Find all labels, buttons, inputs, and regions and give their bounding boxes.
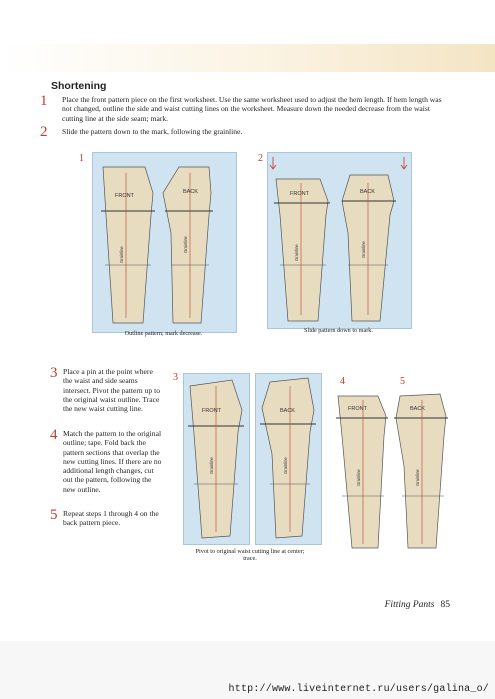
figure-1-patterns [93, 153, 236, 332]
figure-3-front-pattern [184, 374, 249, 544]
step-4-text: Match the pattern to the original outline; tape. Fold back the pattern sections that overlap the new cutting lines. If there are no additional length changes, cut out the pattern, following the new outline. [63, 429, 162, 494]
front-grainline-label: Grainline [294, 244, 299, 261]
step-2-text: Slide the pattern down to the mark, following the grainline. [62, 127, 243, 136]
figure-1-caption: Outline pattern; mark decrease. [124, 330, 203, 337]
bottom-band [0, 641, 495, 699]
footer-section-title: Fitting Pants [384, 600, 435, 610]
figure-5-back-pattern [392, 386, 450, 552]
front-grainline-label: Grainline [119, 246, 124, 263]
back-grainline-label: Grainline [183, 236, 188, 253]
shift-arrow-right [401, 157, 407, 169]
figure-4-number: 4 [340, 376, 345, 387]
back-label: BACK [360, 189, 375, 195]
figure-4-front-pattern [334, 386, 390, 552]
back-label: BACK [410, 406, 425, 412]
step-3-number: 3 [50, 365, 58, 381]
step-5-number: 5 [50, 507, 58, 523]
figure-5-number: 5 [400, 376, 405, 387]
figure-3-front-panel [183, 373, 250, 545]
front-label: FRONT [348, 406, 367, 412]
back-grainline-label: Grainline [361, 241, 366, 258]
front-grainline-label: Grainline [209, 457, 214, 474]
figure-3-back-panel [255, 373, 322, 545]
figure-3-back-pattern [256, 374, 321, 544]
step-1-number: 1 [40, 93, 48, 109]
back-grainline-label: Grainline [283, 457, 288, 474]
page-footer [385, 600, 450, 610]
back-pattern-piece [396, 394, 446, 548]
back-label: BACK [280, 408, 295, 414]
figure-2-panel [267, 152, 412, 329]
shift-arrow-left [270, 157, 276, 169]
front-pattern-piece [338, 396, 386, 548]
figure-2-caption: Slide pattern down to mark. [304, 327, 373, 334]
back-pattern-piece [262, 378, 314, 538]
step-3-text: Place a pin at the point where the waist and side seams intersect. Pivot the pattern up to the original waist outline. Trace the new waist cutting line. [63, 367, 161, 414]
section-heading: Shortening [51, 80, 107, 92]
step-4-number: 4 [50, 427, 58, 443]
figure-1-number: 1 [79, 153, 84, 164]
step-2-number: 2 [40, 124, 48, 140]
back-label: BACK [183, 189, 198, 195]
front-label: FRONT [290, 191, 309, 197]
figure-1-panel [92, 152, 237, 333]
back-grainline-label: Grainline [415, 469, 420, 486]
front-label: FRONT [202, 408, 221, 414]
figure-3-caption: Pivot to original waist cutting line at center; trace. [195, 548, 305, 563]
watermark-url: http://www.liveinternet.ru/users/galina_o/ [228, 684, 489, 695]
header-band [0, 44, 495, 72]
figure-3-number: 3 [173, 372, 178, 383]
step-1-text: Place the front pattern piece on the first worksheet. Use the same worksheet used to adjust the hem length. If hem length was not changed, outline the side and waist cutting lines on the worksheet. Measure down the needed decrease from the waist cutting line at the side seam; mark. [62, 95, 442, 123]
figure-2-patterns [268, 153, 411, 328]
page-number: 85 [440, 600, 450, 610]
figure-2-number: 2 [258, 153, 263, 164]
front-pattern-piece [103, 167, 153, 323]
front-label: FRONT [115, 193, 134, 199]
front-grainline-label: Grainline [356, 469, 361, 486]
step-5-text: Repeat steps 1 through 4 on the back pattern piece. [63, 509, 159, 528]
front-pattern-piece [276, 179, 328, 321]
